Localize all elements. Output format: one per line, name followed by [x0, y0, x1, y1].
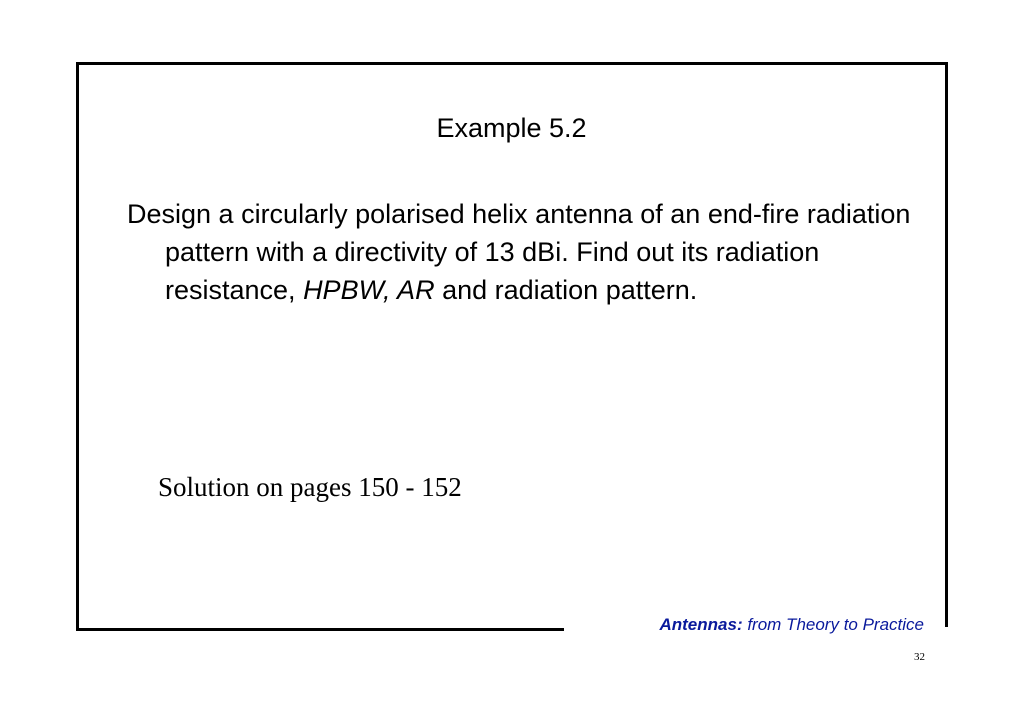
problem-text-italic: HPBW, AR	[303, 275, 435, 305]
frame-bottom-border	[76, 628, 564, 631]
problem-statement	[127, 195, 935, 309]
frame-right-border	[945, 62, 948, 627]
frame-left-border	[76, 62, 79, 631]
solution-reference: Solution on pages 150 - 152	[158, 472, 462, 502]
book-title-rest: from Theory to Practice	[742, 615, 924, 634]
book-title-bold: Antennas:	[659, 615, 743, 634]
slide-title: Example 5.2	[436, 113, 587, 143]
page-number: 32	[914, 651, 925, 663]
book-title-footer	[659, 615, 924, 635]
frame-top-border	[76, 62, 948, 65]
problem-text-end: and radiation pattern.	[434, 275, 698, 305]
problem-text-start: Design a circularly polarised helix antenna of an end-fire radiation pattern with a directivity of 13 dBi. Find out its radiation resistance,	[127, 199, 911, 305]
